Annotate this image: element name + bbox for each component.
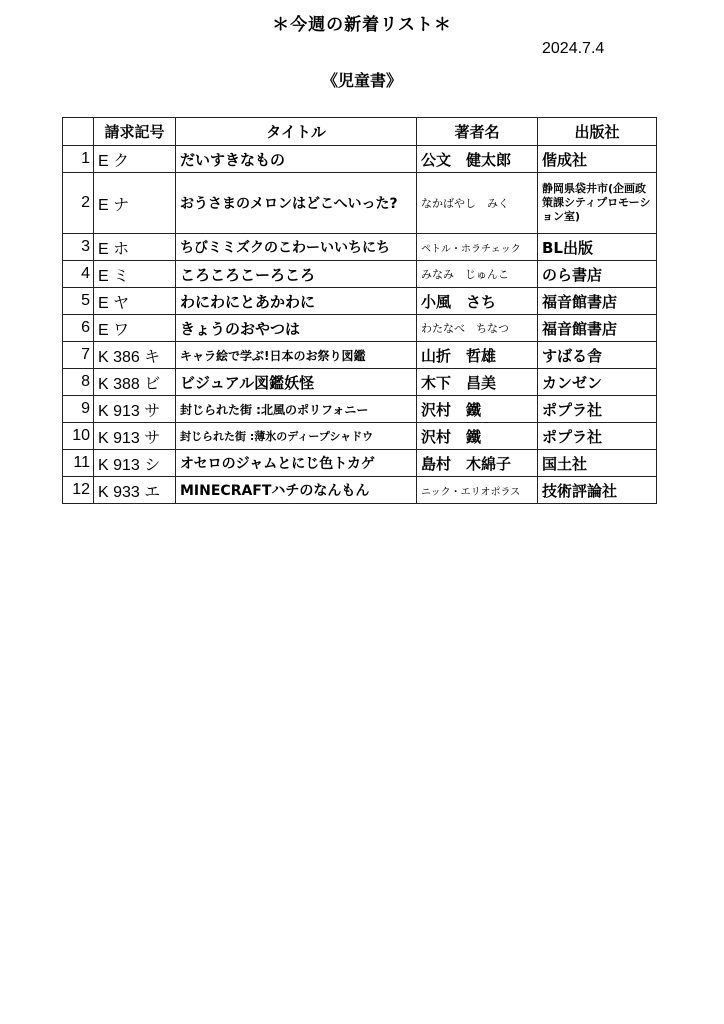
row-number: 8	[63, 369, 94, 396]
table-row	[63, 396, 657, 423]
book-title: 封じられた街 :北風のポリフォニー	[176, 396, 417, 423]
author-name: なかばやし みく	[417, 173, 538, 234]
book-title: おうさまのメロンはどこへいった?	[176, 173, 417, 234]
book-title: ころころこーろころ	[176, 261, 417, 288]
row-number: 6	[63, 315, 94, 342]
row-number: 9	[63, 396, 94, 423]
author-name: ペトル・ホラチェック	[417, 234, 538, 261]
call-number: K 913 サ	[94, 396, 176, 423]
table-row	[63, 173, 657, 234]
column-header-publisher: 出版社	[538, 118, 657, 146]
table-row	[63, 342, 657, 369]
table-row	[63, 261, 657, 288]
call-number: E ク	[94, 146, 176, 173]
row-number: 3	[63, 234, 94, 261]
table-row	[63, 423, 657, 450]
book-title: オセロのジャムとにじ色トカゲ	[176, 450, 417, 477]
table-row	[63, 234, 657, 261]
author-name: 沢村 鐵	[417, 423, 538, 450]
table-row	[63, 315, 657, 342]
book-title: MINECRAFTハチのなんもん	[176, 477, 417, 504]
call-number: E ヤ	[94, 288, 176, 315]
table-row	[63, 450, 657, 477]
row-number: 5	[63, 288, 94, 315]
row-number: 4	[63, 261, 94, 288]
call-number: K 386 キ	[94, 342, 176, 369]
row-number: 12	[63, 477, 94, 504]
column-header-author: 著者名	[417, 118, 538, 146]
book-title: ちびミミズクのこわーいいちにち	[176, 234, 417, 261]
column-header-number	[63, 118, 94, 146]
column-header-call-number: 請求記号	[94, 118, 176, 146]
table-row	[63, 146, 657, 173]
table-header-row	[63, 118, 657, 146]
row-number: 7	[63, 342, 94, 369]
call-number: E ホ	[94, 234, 176, 261]
row-number: 2	[63, 173, 94, 234]
section-title: 《児童書》	[321, 71, 402, 90]
call-number: K 388 ビ	[94, 369, 176, 396]
call-number: K 913 サ	[94, 423, 176, 450]
date-label: 2024.7.4	[542, 40, 605, 57]
publisher-name: カンゼン	[538, 369, 657, 396]
author-name: わたなべ ちなつ	[417, 315, 538, 342]
book-title: きょうのおやつは	[176, 315, 417, 342]
table-row	[63, 369, 657, 396]
publisher-name: のら書店	[538, 261, 657, 288]
author-name: 木下 昌美	[417, 369, 538, 396]
new-arrivals-table	[62, 117, 657, 504]
publisher-name: すばる舎	[538, 342, 657, 369]
author-name: 沢村 鐵	[417, 396, 538, 423]
book-title: 封じられた街 :薄氷のディープシャドウ	[176, 423, 417, 450]
publisher-name: 国土社	[538, 450, 657, 477]
column-header-title: タイトル	[176, 118, 417, 146]
author-name: 小風 さち	[417, 288, 538, 315]
table-row	[63, 477, 657, 504]
call-number: K 933 エ	[94, 477, 176, 504]
publisher-name: BL出版	[538, 234, 657, 261]
author-name: ニック・エリオポラス	[417, 477, 538, 504]
book-title: キャラ絵で学ぶ!日本のお祭り図鑑	[176, 342, 417, 369]
book-title: だいすきなもの	[176, 146, 417, 173]
publisher-name: 静岡県袋井市(企画政策課シティプロモーション室)	[538, 173, 657, 234]
page-title: ＊今週の新着リスト＊	[272, 15, 452, 35]
author-name: みなみ じゅんこ	[417, 261, 538, 288]
book-title: ビジュアル図鑑妖怪	[176, 369, 417, 396]
table-row	[63, 288, 657, 315]
publisher-name: 福音館書店	[538, 288, 657, 315]
call-number: E ミ	[94, 261, 176, 288]
call-number: E ナ	[94, 173, 176, 234]
row-number: 1	[63, 146, 94, 173]
row-number: 11	[63, 450, 94, 477]
author-name: 山折 哲雄	[417, 342, 538, 369]
book-title: わにわにとあかわに	[176, 288, 417, 315]
author-name: 島村 木綿子	[417, 450, 538, 477]
call-number: E ワ	[94, 315, 176, 342]
publisher-name: 福音館書店	[538, 315, 657, 342]
publisher-name: 技術評論社	[538, 477, 657, 504]
author-name: 公文 健太郎	[417, 146, 538, 173]
publisher-name: ポプラ社	[538, 423, 657, 450]
publisher-name: 偕成社	[538, 146, 657, 173]
row-number: 10	[63, 423, 94, 450]
publisher-name: ポプラ社	[538, 396, 657, 423]
call-number: K 913 シ	[94, 450, 176, 477]
